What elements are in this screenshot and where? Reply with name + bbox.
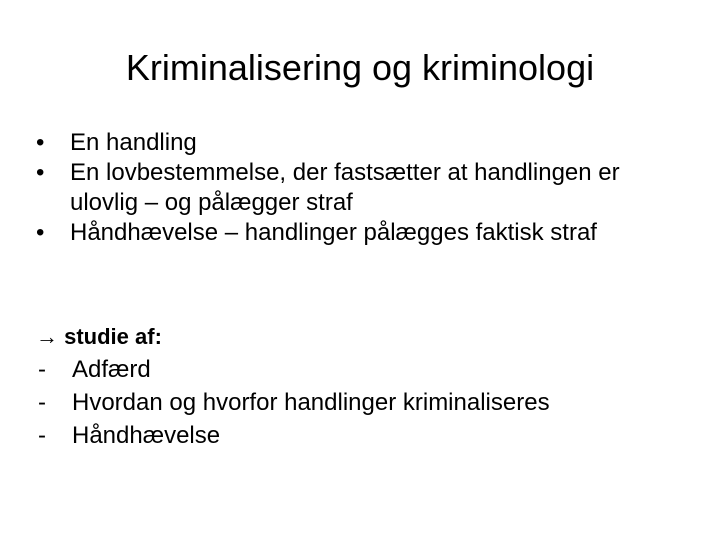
dash-icon: - xyxy=(38,389,46,416)
dash-list xyxy=(36,353,686,452)
study-section xyxy=(36,320,686,452)
bullet-item xyxy=(36,128,686,158)
bullet-list xyxy=(36,128,686,248)
section-heading: → studie af: xyxy=(36,324,162,349)
dash-item xyxy=(36,386,686,419)
dash-icon: - xyxy=(38,422,46,449)
bullet-icon: • xyxy=(36,219,45,246)
bullet-text: En handling xyxy=(70,129,197,156)
bullet-icon: • xyxy=(36,159,45,186)
bullet-text: Håndhævelse – handlinger pålægges faktisk straf xyxy=(70,219,597,246)
dash-item xyxy=(36,353,686,386)
bullet-icon: • xyxy=(36,129,45,156)
bullet-item xyxy=(36,218,686,248)
bullet-text: En lovbestemmelse, der fastsætter at handlingen er ulovlig – og pålægger straf xyxy=(70,159,620,216)
dash-text: Hvordan og hvorfor handlinger kriminaliseres xyxy=(72,389,550,416)
bullet-item xyxy=(36,158,686,218)
dash-text: Adfærd xyxy=(72,356,151,383)
slide-title: Kriminalisering og kriminologi xyxy=(125,47,595,88)
dash-text: Håndhævelse xyxy=(72,422,221,449)
dash-item xyxy=(36,419,686,452)
dash-icon: - xyxy=(38,356,46,383)
